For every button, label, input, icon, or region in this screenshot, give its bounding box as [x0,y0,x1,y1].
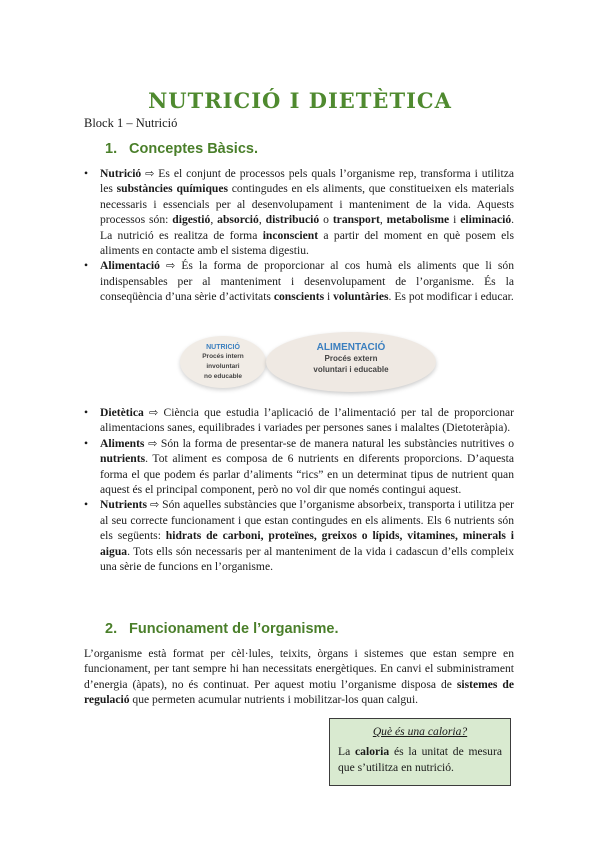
arrow-right-icon: ⇨ [149,498,160,512]
page-title: NUTRICIÓ I DIETÈTICA [148,88,452,113]
block-label: Block 1 – Nutrició [84,116,178,130]
arrow-right-icon: ⇨ [149,406,159,419]
section-title: Funcionament de l’organisme. [129,621,339,637]
oval-text: Procés extern [324,354,378,363]
nutricio-oval [180,336,266,388]
concepts-list-1 [84,166,514,305]
oval-text: voluntari i educable [313,365,389,374]
section-title: Conceptes Bàsics. [129,141,258,157]
alimentacio-oval [266,332,436,392]
caloria-callout-box [329,718,511,786]
oval-text: involuntari [206,363,240,370]
section-heading-1 [105,141,258,157]
list-item-nutrients: • Nutrients ⇨ Són aquelles substàncies que l’organisme absorbeix, transporta i utilitza per al seu correcte funcionament i que estan contingudes en els aliments. Els 6 nutrients són els següents: hidrats de carboni, proteïnes, greixos o lípids, vitamines, minerals i aigua. Tots ells són necessaris per al manteniment de la vida i cadascun d’ells compleix una sèrie de funcions en l’organisme. [84,497,514,574]
callout-title: Què és una caloria? [372,725,468,738]
oval-title: NUTRICIÓ [206,344,240,351]
section-number: 1. [105,141,118,157]
concepts-list-2 [84,405,514,574]
arrow-right-icon: ⇨ [148,436,158,450]
section-number: 2. [105,621,118,637]
oval-title: ALIMENTACIÓ [316,342,386,353]
section-heading-2 [105,621,339,637]
term-label: Dietètica [100,406,144,419]
term-label: Nutrició [100,167,142,180]
list-item-alimentacio: • Alimentació ⇨ És la forma de proporcionar al cos humà els aliments que li són indispensables per al manteniment i desenvolupament de l’organisme. És la conseqüència d’una sèrie d’activitats conscients i voluntàries. Es pot modificar i educar. [84,258,514,304]
term-label: Aliments [100,436,145,450]
list-item-dietetica: • Dietètica ⇨ Ciència que estudia l’aplicació de l’alimentació per tal de proporcionar alimentacions sanes, equilibrades i variades per persones sanes i malaltes (Dietoteràpia). [84,405,514,436]
term-label: Nutrients [100,498,148,512]
list-item-aliments: • Aliments ⇨ Són la forma de presentar-se de manera natural les substàncies nutritives o nutrients. Tot aliment es composa de 6 nutrients en diferents proporcions. D’aquesta forma el que podem és parlar d’aliments “rics” en un determinat tipus de nutrient quan aquest és el principal component, però no vol dir que només contingui aquest. [84,436,514,498]
nutrition-vs-feeding-diagram [180,330,436,394]
body-paragraph: L’organisme està format per cèl·lules, teixits, òrgans i sistemes que estan sempre en funcionament, per tant sempre hi han necessitats energètiques. En canvi el subministrament d’energia (àpats), no és continuat. Per aquest motiu l’organisme disposa de sistemes de regulació que permeten acumular nutrients i mobilitzar-los quan calgui. [84,647,514,707]
arrow-right-icon: ⇨ [166,259,176,273]
oval-text: no educable [204,373,242,380]
term-label: Alimentació [100,259,160,273]
arrow-right-icon: ⇨ [145,167,155,180]
oval-text: Procés intern [202,353,244,360]
list-item-nutricio: • Nutrició ⇨ Es el conjunt de processos pels quals l’organisme rep, transforma i utilitza les substàncies químiques contingudes en els aliments, que constitueixen els materials necessaris i essencials per al desenvolupament i manteniment de la vida. Aquests processos són: digestió, absorció, distribució o transport, metabolisme i eliminació. La nutrició es realitza de forma inconscient a partir del moment en què posem els aliments en contacte amb el sistema digestiu. [84,166,514,258]
callout-body: La caloria és la unitat de mesura que s’utilitza en nutrició. [338,745,502,774]
